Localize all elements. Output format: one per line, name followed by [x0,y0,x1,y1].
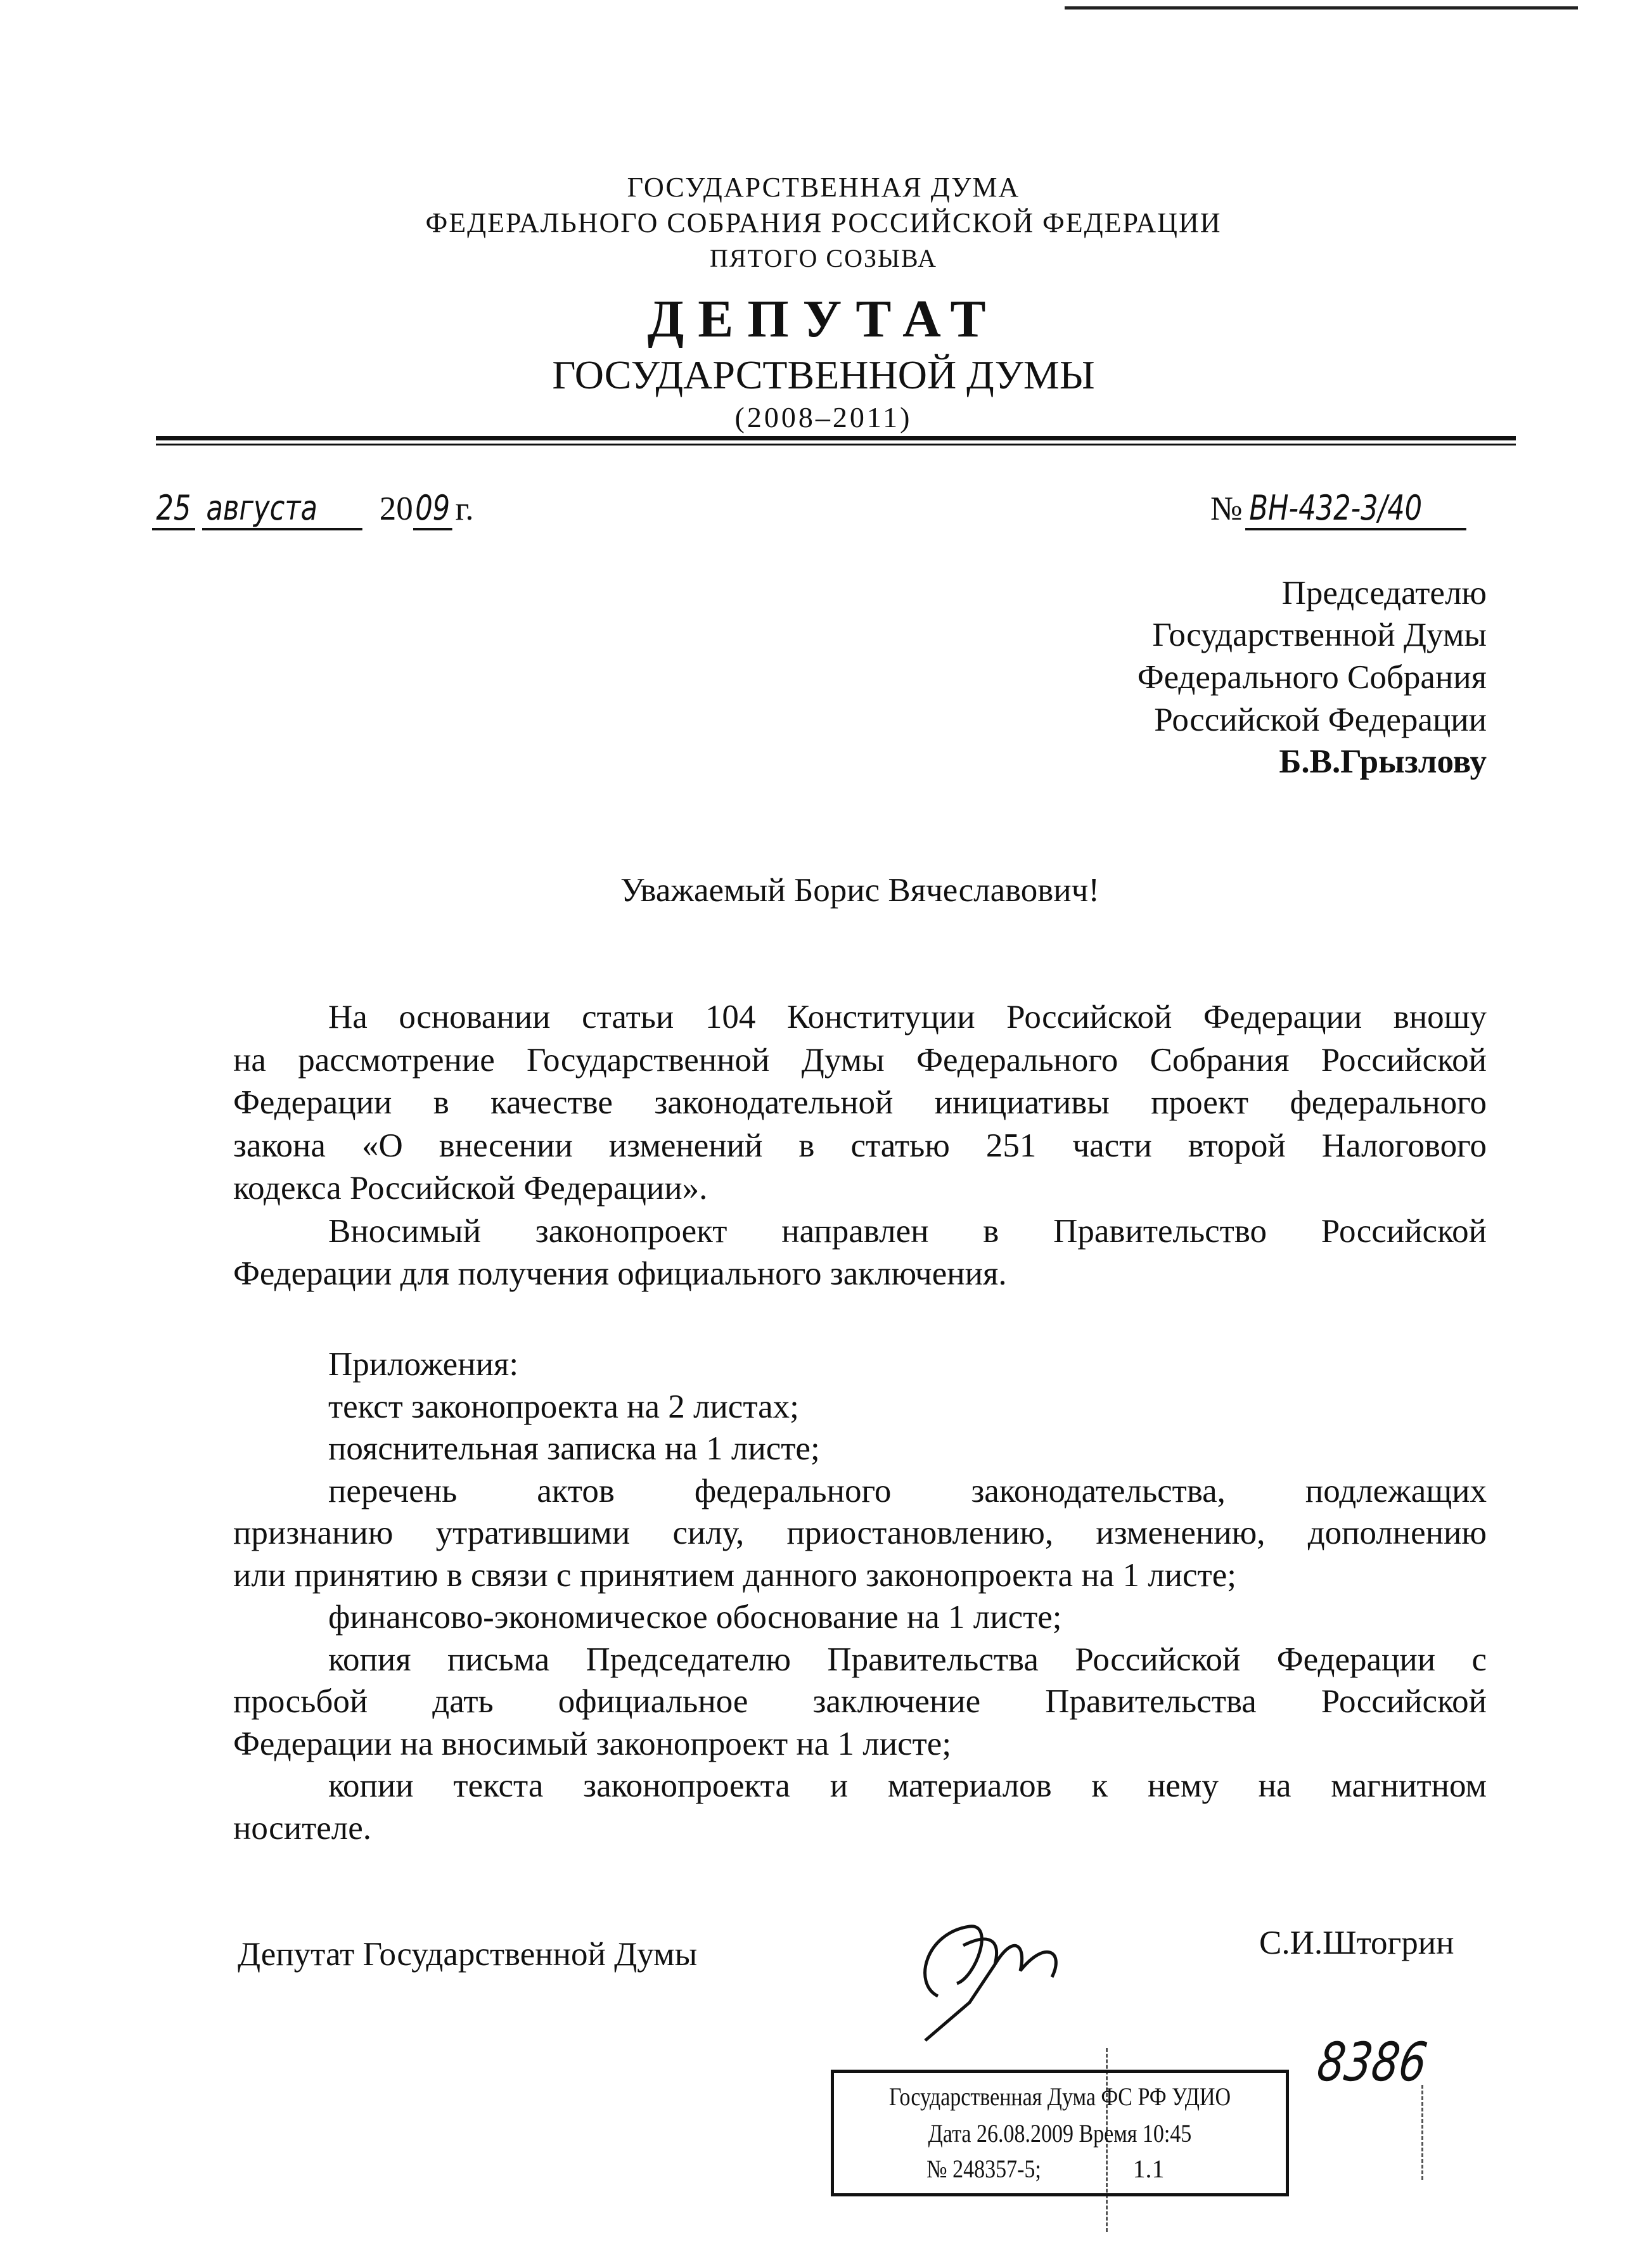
text-line: кодекса Российской Федерации». [233,1170,708,1207]
date-line [152,488,473,530]
letterhead-term: (2008–2011) [734,401,913,433]
text-line: просьбой дать официальное заключение Правительства Российской [233,1683,1487,1720]
stamp-line-1: Государственная Дума ФС РФ УДИО [888,2082,1231,2111]
text-line: Федерации на вносимый законопроект на 1 листе; [233,1725,952,1762]
text-line: или принятию в связи с принятием данного законопроекта на 1 листе; [233,1556,1236,1594]
reference-prefix: № [1210,490,1243,527]
text-line: пояснительная записка на 1 листе; [328,1430,820,1467]
addressee-line: Федерального Собрания [1137,659,1487,696]
reference-value: ВН-432-3/40 [1245,488,1466,530]
addressee-line: Государственной Думы [1152,617,1487,653]
reference-number [1210,488,1522,530]
stamp-code: 1.1 [1132,2155,1165,2183]
addressee-line: Председателю [1281,575,1487,612]
date-year-suffix: 09 [413,488,452,530]
text-line: копия письма Председателю Правительства Российской Федерации с [328,1641,1487,1678]
date-day: 25 [152,488,195,530]
text-line: копии текста законопроекта и материалов к нему на магнитном [328,1767,1487,1804]
greeting: Уважаемый Борис Вячеславович! [620,872,1099,909]
signature-name: С.И.Штогрин [1259,1925,1454,1961]
text-line: Федерации в качестве законодательной инициативы проект федерального [233,1084,1487,1121]
text-line: текст законопроекта на 2 листах; [328,1388,799,1425]
org-line-1: ГОСУДАРСТВЕННАЯ ДУМА [627,172,1020,203]
margin-dash [1421,2085,1423,2180]
text-line: Федерации для получения официального заключения. [233,1255,1007,1292]
text-line: Приложения: [328,1346,519,1383]
text-line: На основании статьи 104 Конституции Российской Федерации вношу [328,999,1487,1035]
org-line-3: ПЯТОГО СОЗЫВА [710,244,937,272]
text-line: перечень актов федерального законодательства, подлежащих [328,1472,1487,1509]
registration-stamp [831,2070,1289,2196]
addressee-name: Б.В.Грызлову [1279,743,1487,780]
text-line: Вносимый законопроект направлен в Правительство Российской [328,1212,1487,1250]
text-line: закона «О внесении изменений в статью 251 части второй Налогового [233,1127,1487,1164]
text-line: носителе. [233,1809,371,1847]
text-line: признанию утратившими силу, приостановлению, изменению, дополнению [233,1515,1487,1551]
stamp-line-2: Дата 26.08.2009 Время 10:45 [928,2119,1192,2148]
signature-icon [900,1907,1084,2053]
text-line: финансово-экономическое обоснование на 1 листе; [328,1599,1062,1636]
letterhead-subtitle: ГОСУДАРСТВЕННОЙ ДУМЫ [552,352,1095,397]
addressee-line: Российской Федерации [1154,702,1487,738]
text-line: на рассмотрение Государственной Думы Федерального Собрания Российской [233,1041,1487,1079]
header-rule [156,436,1516,440]
header-rule-thin [156,444,1516,445]
signature-position: Депутат Государственной Думы [238,1936,698,1973]
handwritten-number: 8386 [1314,2031,1431,2093]
date-month: августа [202,488,362,530]
date-year-prefix: 20 [379,490,413,527]
letterhead-title: ДЕПУТАТ [647,290,1000,349]
scan-edge-line [1065,6,1578,10]
date-suffix: г. [455,490,474,527]
stamp-number: № 248357-5; [926,2155,1041,2183]
org-line-2: ФЕДЕРАЛЬНОГО СОБРАНИЯ РОССИЙСКОЙ ФЕДЕРАЦИИ [425,207,1222,238]
